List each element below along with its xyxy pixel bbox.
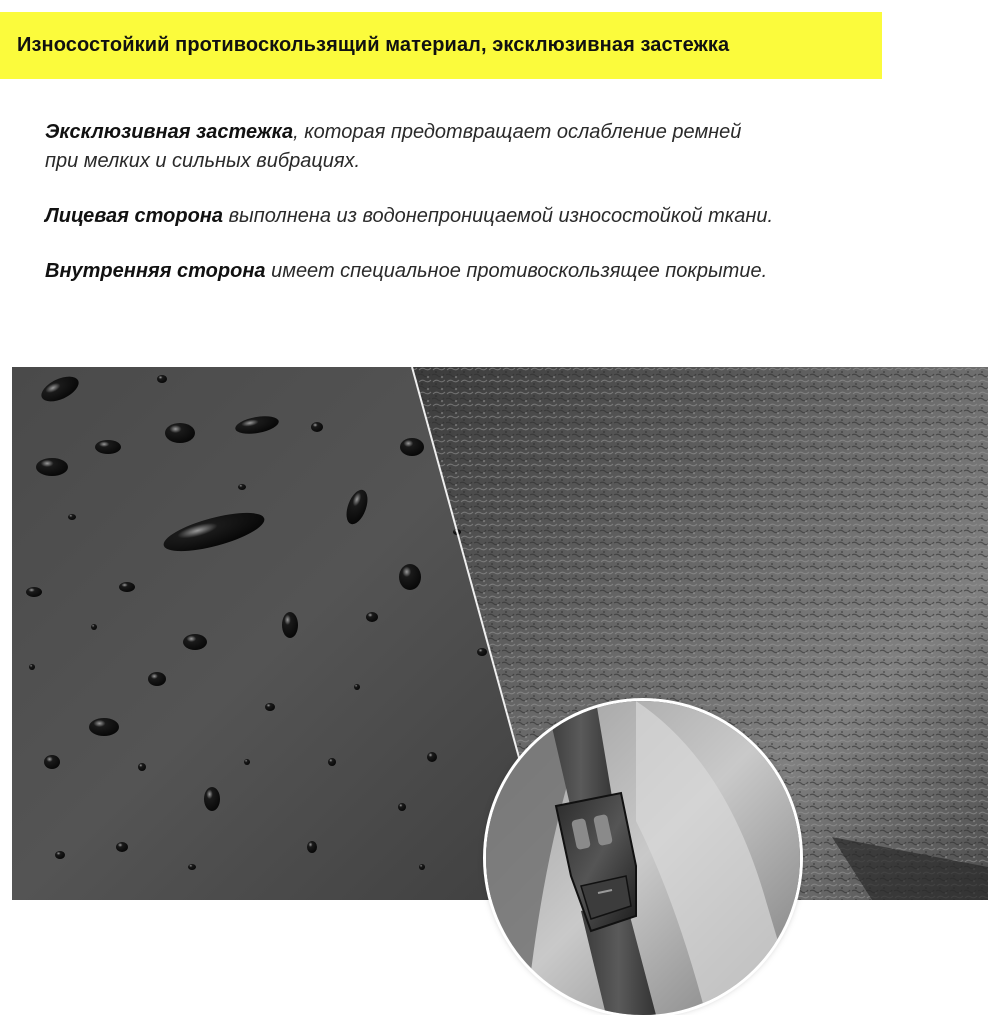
- feature-list: [45, 118, 965, 312]
- buckle-inset-svg: [486, 701, 800, 1015]
- feature-front-side-title: Лицевая сторона: [45, 205, 224, 227]
- buckle-inset: [486, 701, 800, 1015]
- feature-buckle-title: Эксклюзивная застежка: [45, 121, 294, 143]
- feature-buckle-text-2: при мелких и сильных вибрациях.: [45, 150, 361, 172]
- feature-inner-side: [45, 257, 965, 286]
- feature-front-side: [45, 202, 965, 231]
- feature-inner-side-text: имеет специальное противоскользящее покрытие.: [265, 260, 768, 282]
- material-photo: [12, 367, 988, 900]
- feature-inner-side-title: Внутренняя сторона: [45, 260, 266, 282]
- feature-buckle-text-1: , которая предотвращает ослабление ремней: [293, 121, 742, 143]
- feature-front-side-text: выполнена из водонепроницаемой износостойкой ткани.: [223, 205, 774, 227]
- feature-buckle: [45, 118, 965, 176]
- page-title: Износостойкий противоскользящий материал, эксклюзивная застежка: [17, 34, 730, 56]
- title-banner: [0, 12, 882, 79]
